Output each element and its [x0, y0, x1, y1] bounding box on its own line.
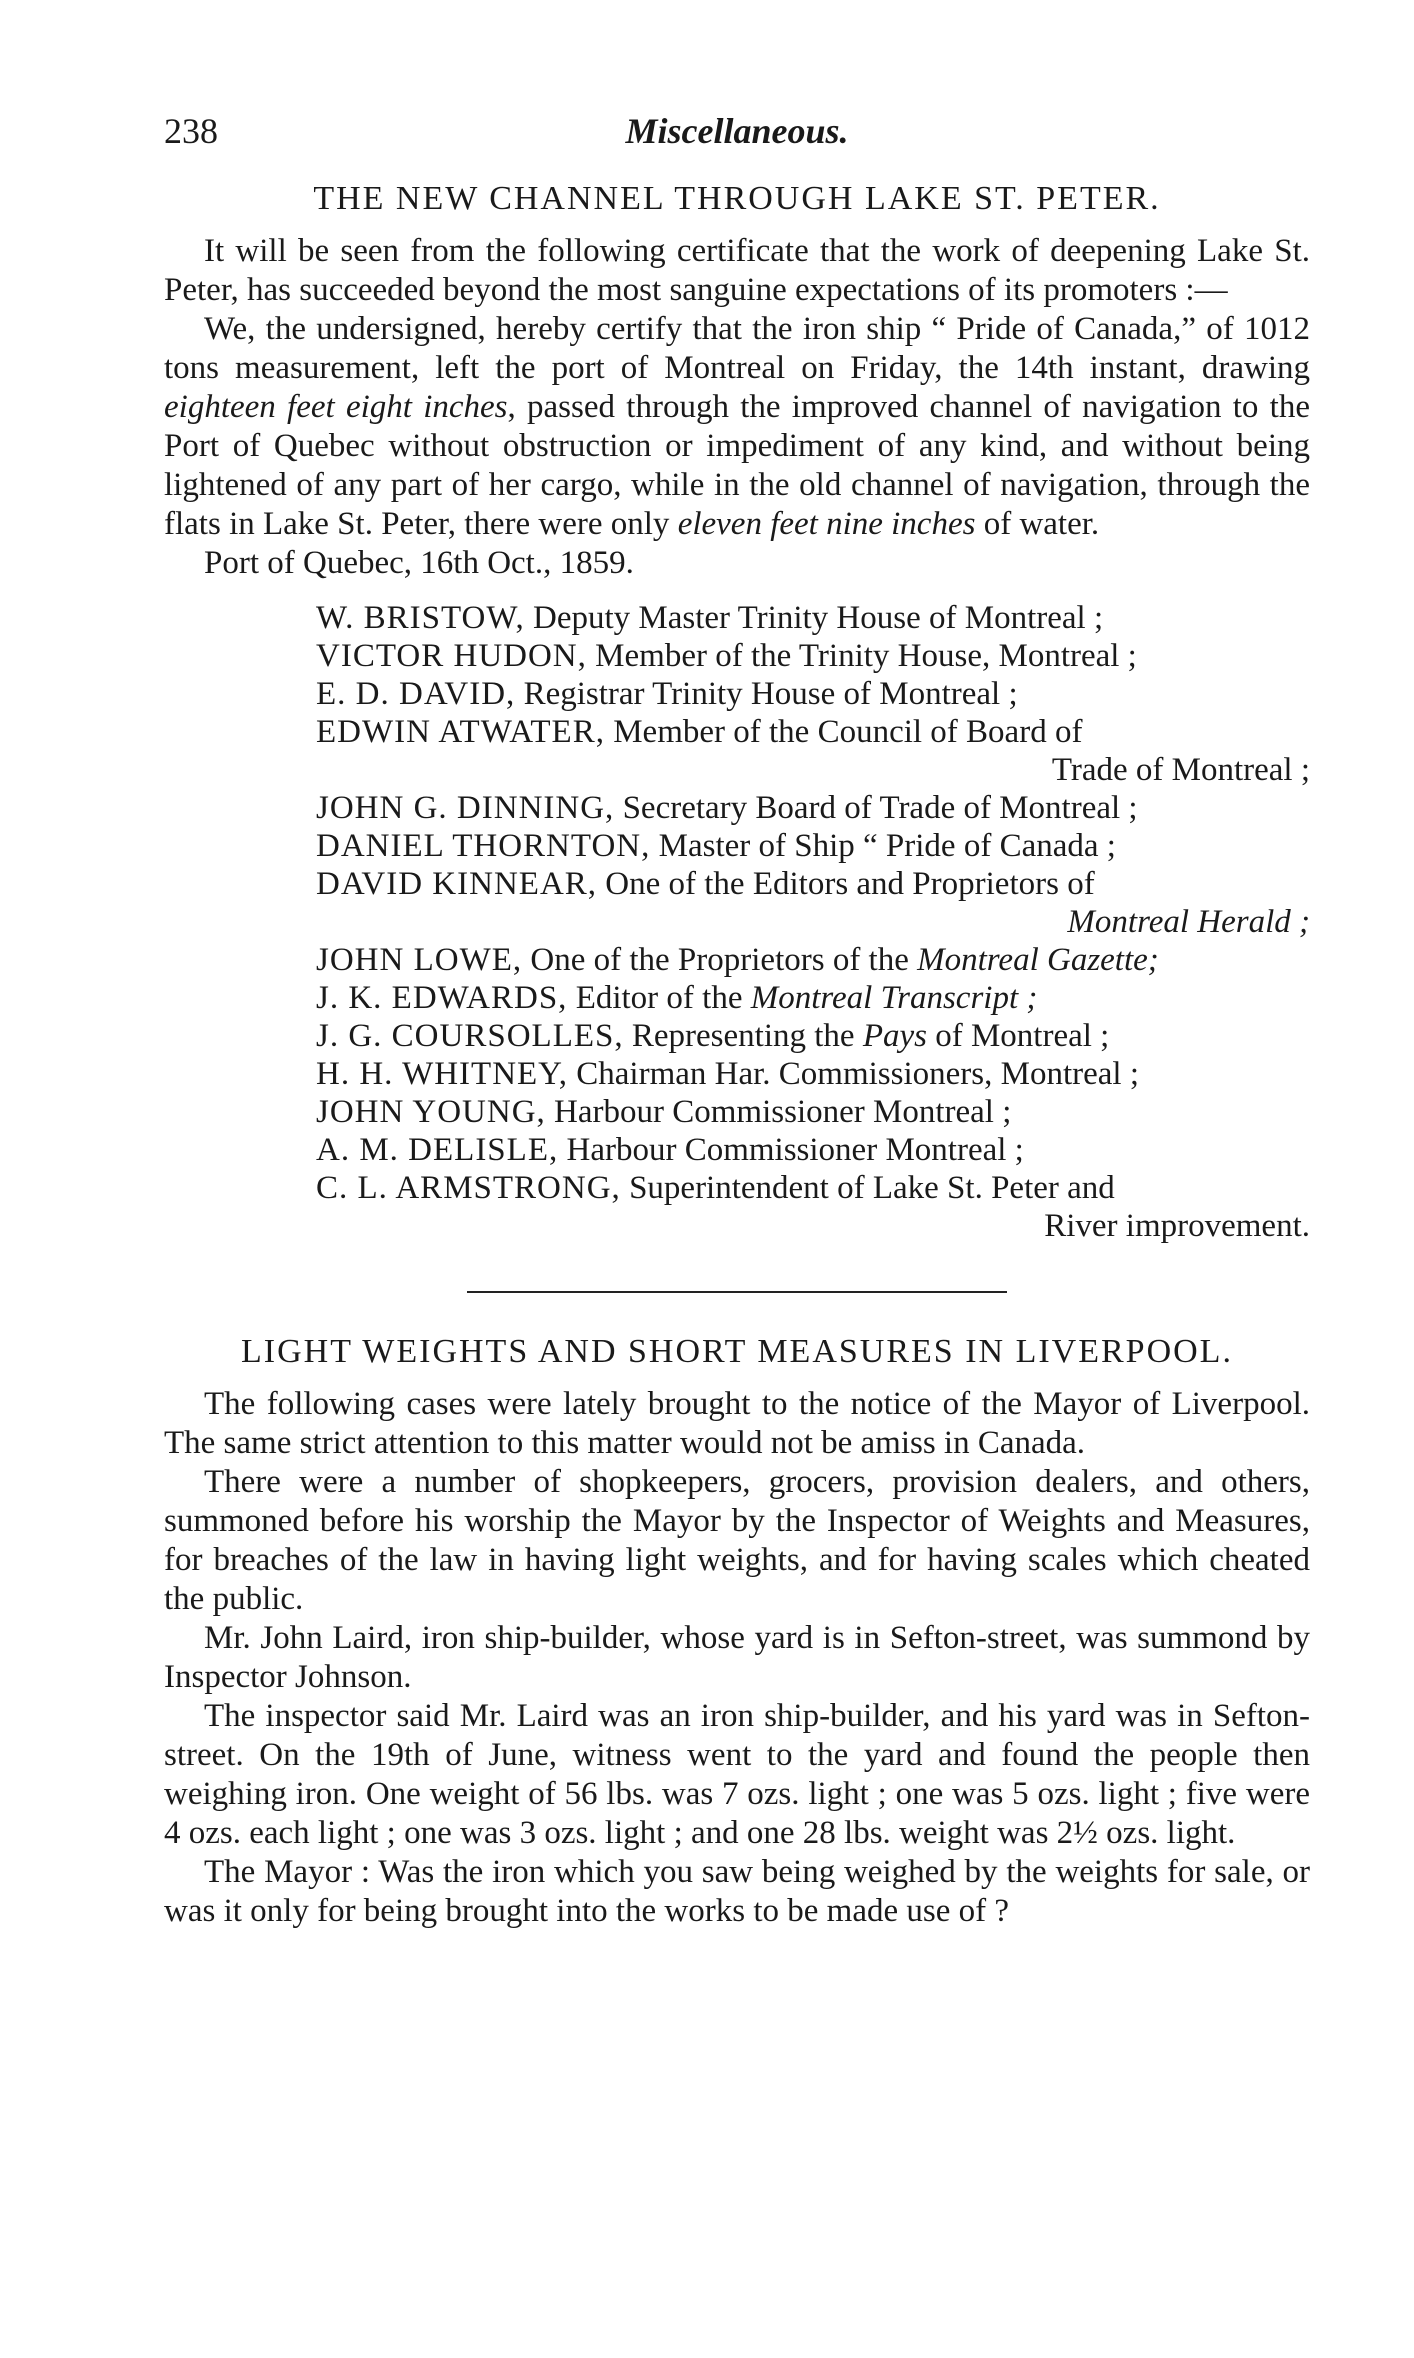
- certificate-text-1: We, the undersigned, hereby certify that the iron ship “ Pride of Canada,” of 1012 tons measurement, left the port of Montreal on Friday, the 14th instant, drawing: [164, 311, 1310, 386]
- signatory: [316, 713, 1310, 789]
- signatory-title-end: of Montreal ;: [926, 1018, 1110, 1054]
- signatory-list: [316, 599, 1310, 1245]
- certificate-draft-depth: eighteen feet eight inches: [164, 389, 508, 425]
- signatory-title: One of the Editors and Proprietors of: [597, 866, 1095, 902]
- signatory: [316, 1169, 1310, 1245]
- certificate-paragraph: [164, 310, 1310, 544]
- signatory: [316, 1131, 1310, 1169]
- signatory-title: Harbour Commissioner Montreal ;: [545, 1094, 1012, 1130]
- signatory-name: VICTOR HUDON,: [316, 638, 587, 674]
- signatory-name: J. K. EDWARDS,: [316, 980, 568, 1016]
- signatory: [316, 979, 1310, 1017]
- signatory-name: DAVID KINNEAR,: [316, 866, 598, 902]
- newspaper-name: Montreal Transcript ;: [750, 980, 1038, 1016]
- signatory-title: Chairman Har. Commissioners, Montreal ;: [568, 1056, 1140, 1092]
- signatory: [316, 1093, 1310, 1131]
- signatory-title: Member of the Trinity House, Montreal ;: [586, 638, 1137, 674]
- running-head: [164, 110, 1310, 160]
- signatory: [316, 941, 1310, 979]
- newspaper-name: Pays: [862, 1018, 927, 1054]
- signatory-name: J. G. COURSOLLES,: [316, 1018, 624, 1054]
- signatory-name: JOHN YOUNG,: [316, 1094, 546, 1130]
- signatory-name: C. L. ARMSTRONG,: [316, 1170, 621, 1206]
- running-title: Miscellaneous.: [625, 111, 849, 151]
- signatory: [316, 1017, 1310, 1055]
- section-divider: [467, 1291, 1007, 1293]
- signatory-name: DANIEL THORNTON,: [316, 828, 651, 864]
- article-paragraph: The inspector said Mr. Laird was an iron ship-builder, and his yard was in Sefton-street. On the 19th of June, witness went to the yard and found the people then weighing iron. One weight of 56 lbs. was 7 ozs. light ; one was 5 ozs. light ; five were 4 ozs. each light ; one was 3 ozs. light ; and one 28 lbs. weight was 2½ ozs. light.: [164, 1698, 1310, 1851]
- page-number: 238: [164, 111, 218, 151]
- signatory-title: Representing the: [623, 1018, 863, 1054]
- article-paragraph: The following cases were lately brought to the notice of the Mayor of Liverpool. The same strict attention to this matter would not be amiss in Canada.: [164, 1386, 1310, 1461]
- signatory: [316, 1055, 1310, 1093]
- signatory-title-continued: River improvement.: [1044, 1208, 1310, 1244]
- article-title: LIGHT WEIGHTS AND SHORT MEASURES IN LIVERPOOL.: [241, 1333, 1233, 1370]
- signatory-title: Deputy Master Trinity House of Montreal ;: [524, 600, 1104, 636]
- signatory-name: EDWIN ATWATER,: [316, 714, 605, 750]
- newspaper-name: Montreal Gazette;: [917, 942, 1159, 978]
- article-paragraph: There were a number of shopkeepers, grocers, provision dealers, and others, summoned before his worship the Mayor by the Inspector of Weights and Measures, for breaches of the law in having light weights, and for having scales which cheated the public.: [164, 1464, 1310, 1617]
- dateline: Port of Quebec, 16th Oct., 1859.: [204, 545, 634, 581]
- signatory: [316, 599, 1310, 637]
- signatory-name: H. H. WHITNEY,: [316, 1056, 569, 1092]
- page: [164, 110, 1310, 1931]
- signatory-name: E. D. DAVID,: [316, 676, 516, 712]
- signatory: [316, 827, 1310, 865]
- article-paragraph: The Mayor : Was the iron which you saw being weighed by the weights for sale, or was it only for being brought into the works to be made use of ?: [164, 1854, 1310, 1929]
- article-light-weights: [164, 1333, 1310, 1931]
- signatory: [316, 675, 1310, 713]
- article-paragraph: Mr. John Laird, iron ship-builder, whose yard is in Sefton-street, was summond by Inspector Johnson.: [164, 1620, 1310, 1695]
- certificate-old-depth: eleven feet nine inches: [677, 506, 976, 542]
- signatory: [316, 637, 1310, 675]
- certificate-text-3: of water.: [975, 506, 1100, 542]
- signatory-title-continued: Montreal Herald ;: [1067, 904, 1310, 940]
- signatory-title: Harbour Commissioner Montreal ;: [558, 1132, 1024, 1168]
- signatory-title: Superintendent of Lake St. Peter and: [620, 1170, 1115, 1206]
- signatory-title: Master of Ship “ Pride of Canada ;: [650, 828, 1116, 864]
- article-new-channel: [164, 180, 1310, 1245]
- certificate-text-2: , passed through the improved channel of navigation to the Port of Quebec without obstruction or impediment of any kind, and without being lightened of any part of her cargo, while in the old channel of navigation, through the flats in Lake St. Peter, there were only: [164, 389, 1310, 542]
- signatory-title: Registrar Trinity House of Montreal ;: [515, 676, 1018, 712]
- signatory: [316, 865, 1310, 941]
- article-title: THE NEW CHANNEL THROUGH LAKE ST. PETER.: [313, 180, 1161, 217]
- signatory-title: Secretary Board of Trade of Montreal ;: [614, 790, 1138, 826]
- signatory-title: Editor of the: [567, 980, 751, 1016]
- signatory: [316, 789, 1310, 827]
- article-intro: It will be seen from the following certificate that the work of deepening Lake St. Peter, has succeeded beyond the most sanguine expectations of its promoters :—: [164, 233, 1310, 308]
- signatory-title-continued: Trade of Montreal ;: [1051, 752, 1310, 788]
- signatory-name: A. M. DELISLE,: [316, 1132, 559, 1168]
- signatory-name: JOHN G. DINNING,: [316, 790, 615, 826]
- signatory-title: One of the Proprietors of the: [522, 942, 918, 978]
- signatory-title: Member of the Council of Board of: [604, 714, 1083, 750]
- signatory-name: JOHN LOWE,: [316, 942, 523, 978]
- signatory-name: W. BRISTOW,: [316, 600, 525, 636]
